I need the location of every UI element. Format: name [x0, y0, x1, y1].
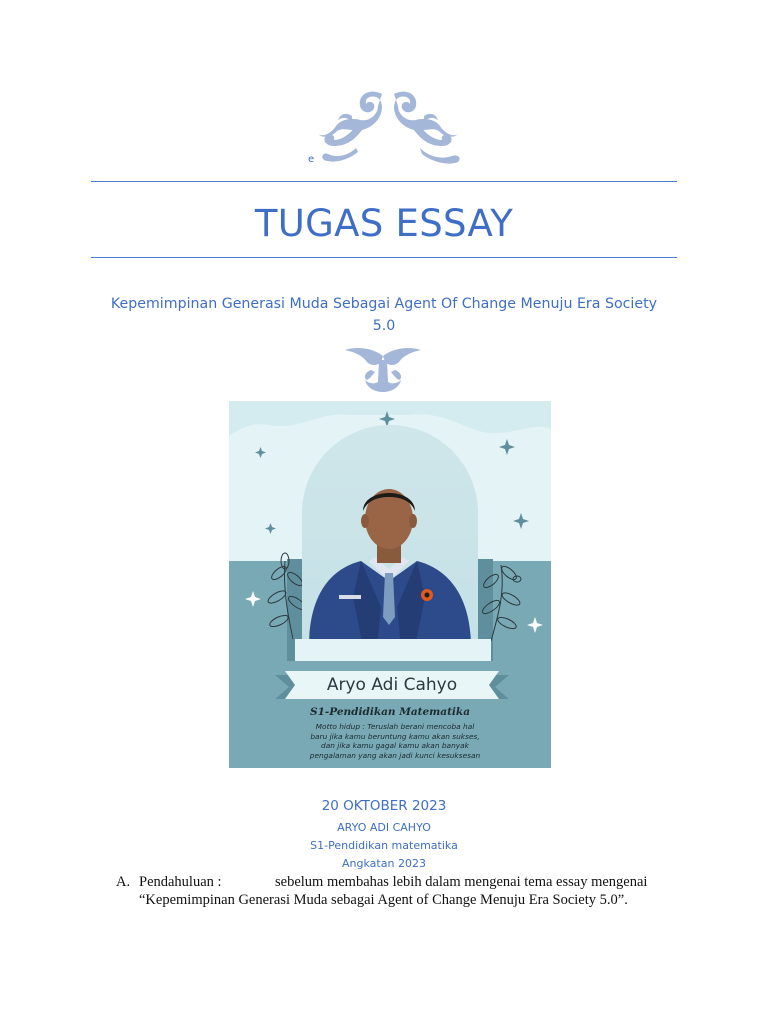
bottom-divider [91, 257, 677, 258]
motto-line-1: Motto hidup : Teruslah berani mencoba hal [315, 722, 475, 731]
poster-motto [279, 722, 511, 760]
document-date: 20 OKTOBER 2023 [321, 798, 447, 814]
top-divider [91, 181, 677, 182]
author-name: ARYO ADI CAHYO [337, 821, 431, 834]
poster-name: Aryo Adi Cahyo [326, 675, 458, 695]
document-subtitle [92, 293, 676, 337]
cohort-year: Angkatan 2023 [342, 857, 426, 870]
motto-line-4: pengalaman yang akan jadi kunci kesuksesan [309, 750, 481, 760]
subtitle-line-2: 5.0 [372, 318, 396, 334]
section-heading: Pendahuluan : [139, 874, 222, 890]
section-text-1: sebelum membahas lebih dalam mengenai tema essay mengenai [275, 874, 648, 890]
leaf-ornament-icon [341, 342, 425, 392]
poster-degree: S1-Pendidikan Matematika [310, 706, 470, 718]
motto-line-3: dan jika kamu gagal kamu akan banyak [321, 741, 469, 750]
subtitle-line-1: Kepemimpinan Generasi Muda Sebagai Agent Of Change Menuju Era Society [110, 296, 658, 312]
stray-character: e [308, 154, 315, 165]
profile-poster [229, 401, 551, 768]
study-program: S1-Pendidikan matematika [310, 839, 458, 852]
section-a [116, 873, 678, 909]
section-a-line-1 [116, 873, 678, 891]
portrait-photo [299, 457, 481, 647]
document-title: TUGAS ESSAY [254, 202, 514, 245]
list-marker: A. [116, 874, 131, 890]
floral-ornament-icon [312, 86, 464, 166]
section-text-2: “Kepemimpinan Generasi Muda sebagai Agent of Change Menuju Era Society 5.0”. [139, 892, 628, 908]
motto-line-2: baru jika kamu beruntung kamu akan sukses, [310, 731, 480, 741]
photo-base [295, 639, 491, 661]
